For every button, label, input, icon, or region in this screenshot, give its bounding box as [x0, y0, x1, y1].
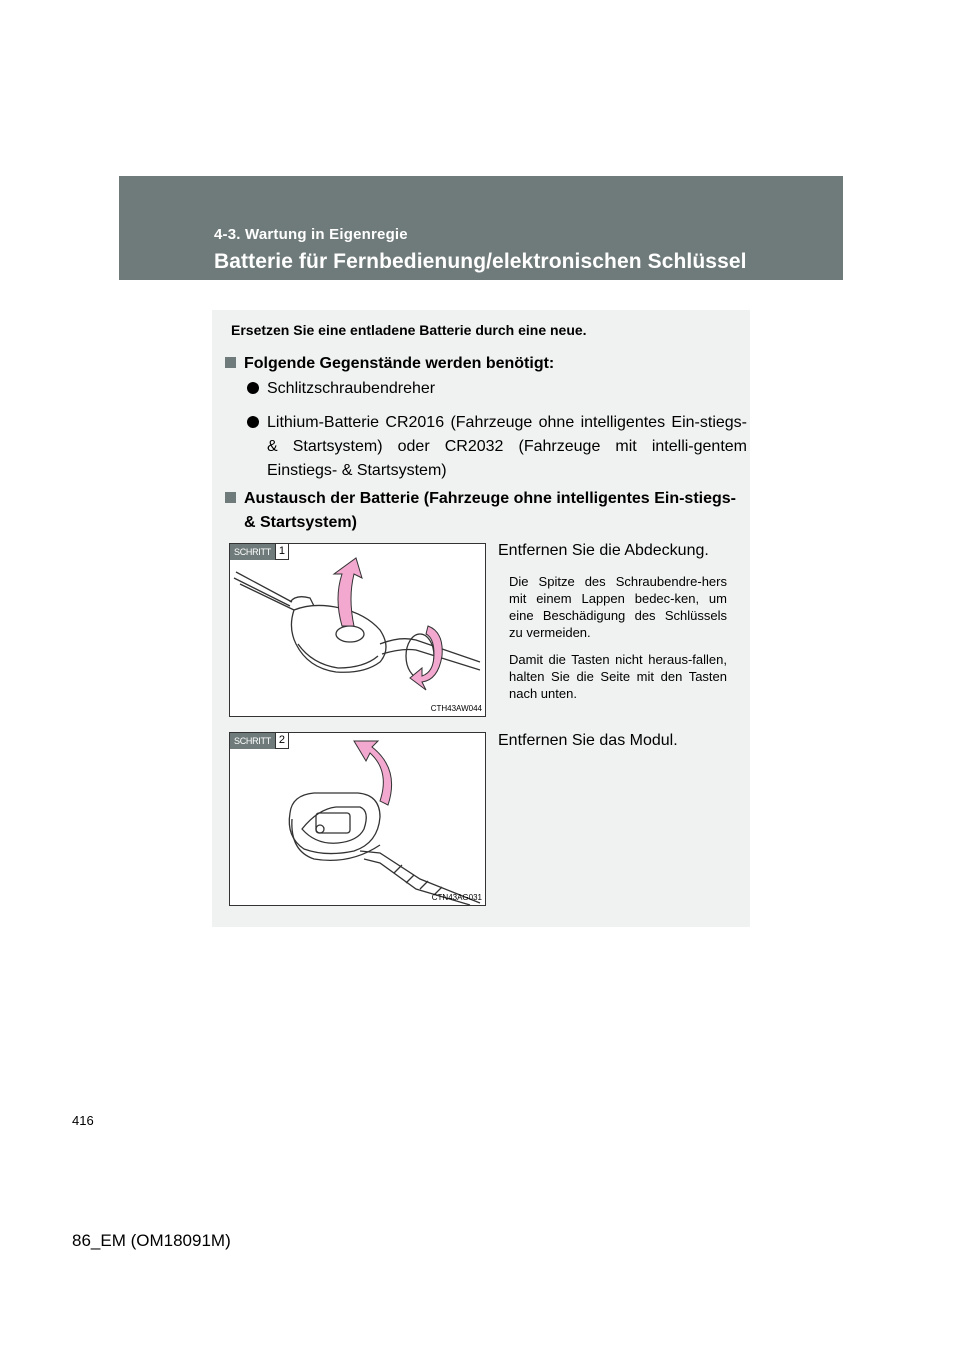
step-1-note: Damit die Tasten nicht heraus-fallen, halten Sie die Seite mit den Tasten nach unten.	[509, 652, 727, 701]
figure-code: CTN43AG031	[431, 893, 482, 902]
step-1-note: Die Spitze des Schraubendre-hers mit einem Lappen bedec-ken, um eine Beschädigung des Schlüssels zu vermeiden.	[509, 574, 727, 640]
step-2-instruction: Entfernen Sie das Modul.	[498, 732, 678, 749]
key-module-removal-illustration	[230, 733, 485, 905]
document-code: 86_EM (OM18091M)	[72, 1231, 231, 1250]
section-label: 4-3. Wartung in Eigenregie	[214, 226, 408, 243]
tools-item: Schlitzschraubendreher	[247, 377, 727, 401]
step-2-figure	[229, 732, 486, 906]
step-badge: SCHRITT 1	[230, 544, 289, 560]
bullet-icon	[247, 382, 259, 394]
bullet-icon	[247, 416, 259, 428]
replacement-heading: Austausch der Batterie (Fahrzeuge ohne intelligentes Ein-stiegs- & Startsystem)	[225, 487, 736, 535]
chapter-header	[119, 176, 843, 280]
page-number: 416	[72, 1113, 94, 1128]
tools-item: Lithium-Batterie CR2016 (Fahrzeuge ohne intelligentes Ein-stiegs- & Startsystem) oder CR2032 (Fahrzeuge mit intelli-gentem Einstiegs- & Startsystem)	[247, 411, 747, 483]
key-cover-removal-illustration	[230, 544, 485, 716]
square-bullet-icon	[225, 492, 236, 503]
square-bullet-icon	[225, 357, 236, 368]
step-1-instruction: Entfernen Sie die Abdeckung.	[498, 542, 709, 559]
step-badge: SCHRITT 2	[230, 733, 289, 749]
tools-heading: Folgende Gegenstände werden benötigt:	[225, 352, 554, 376]
figure-code: CTH43AW044	[430, 704, 482, 713]
content-box	[212, 310, 750, 927]
step-1-figure	[229, 543, 486, 717]
intro-text: Ersetzen Sie eine entladene Batterie durch eine neue.	[231, 322, 587, 338]
page-title: Batterie für Fernbedienung/elektronischen Schlüssel	[214, 250, 747, 273]
